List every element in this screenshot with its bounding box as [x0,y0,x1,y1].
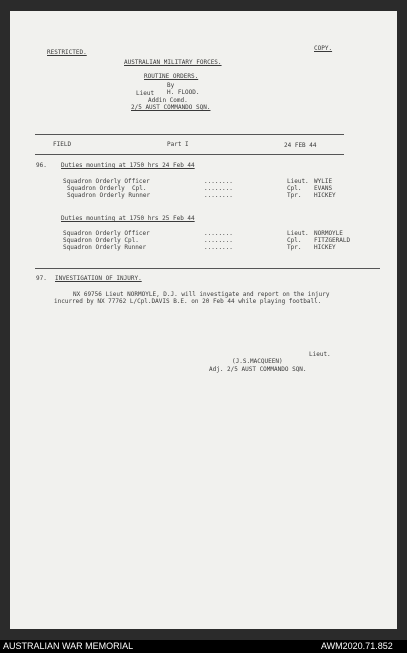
section-number-97: 97. [36,275,47,282]
section-rule [35,268,380,269]
duty-role: Squadron Orderly Cpl. [63,237,139,244]
duty-heading-24-feb: Duties mounting at 1750 hrs 24 Feb 44 [61,162,195,169]
copy-label: COPY. [314,45,333,52]
leader-dots: ........ [204,192,233,199]
archive-name: AUSTRALIAN WAR MEMORIAL [3,641,134,651]
commander-role: Addin Comd. [148,97,188,104]
duty-name: EVANS [314,185,333,192]
duty-role: Squadron Orderly Officer [63,178,150,185]
duty-name: NORMOYLE [314,230,343,237]
signatory-name: (J.S.MACQUEEN) [232,358,283,365]
field-label: FIELD [53,141,72,148]
section-number-96: 96. [36,162,47,169]
duty-rank: Tpr. [287,192,302,199]
duty-rank: Lieut. [287,230,309,237]
by-label: By [167,82,175,89]
signatory-title: Adj. 2/5 AUST COMMANDO SQN. [209,366,307,373]
unit-name: 2/5 AUST COMMANDO SQN. [131,104,211,111]
leader-dots: ........ [204,185,233,192]
duty-rank: Tpr. [287,244,302,251]
leader-dots: ........ [204,178,233,185]
duty-name: HICKEY [314,244,336,251]
duty-role: Squadron Orderly Runner [63,244,147,251]
duty-rank: Lieut. [287,178,309,185]
signatory-rank: Lieut. [309,351,331,358]
duty-role: Squadron Orderly Officer [63,230,150,237]
commander-name: H. FLOOD. [167,89,200,96]
document-title: ROUTINE ORDERS. [144,73,199,80]
investigation-heading: INVESTIGATION OF INJURY. [55,275,142,282]
duty-name: HICKEY [314,192,336,199]
leader-dots: ........ [204,237,233,244]
order-date: 24 FEB 44 [284,142,317,149]
leader-dots: ........ [204,244,233,251]
commander-rank: Lieut [136,90,155,97]
duty-rank: Cpl. [287,185,302,192]
duty-role: Squadron Orderly Cpl. [67,185,147,192]
part-label: Part I [167,141,189,148]
duty-rank: Cpl. [287,237,302,244]
header-rule [35,134,344,135]
duty-heading-25-feb: Duties mounting at 1750 hrs 25 Feb 44 [61,215,195,222]
leader-dots: ........ [204,230,233,237]
duty-name: FITZGERALD [314,237,351,244]
investigation-text-line-1: NX 69756 Lieut NORMOYLE, D.J. will investigate and report on the injury [73,291,330,298]
duty-name: WYLIE [314,178,333,185]
duty-role: Squadron Orderly Runner [67,192,151,199]
subheader-rule [35,154,344,155]
archive-footer [0,640,407,653]
document-page [10,11,397,629]
force-title: AUSTRALIAN MILITARY FORCES. [124,59,222,66]
investigation-text-line-2: incurred by NX 77762 L/Cpl.DAVIS B.E. on 20 Feb 44 while playing football. [54,298,322,305]
classification-label: RESTRICTED. [47,49,87,56]
archive-reference: AWM2020.71.852 [321,641,393,651]
